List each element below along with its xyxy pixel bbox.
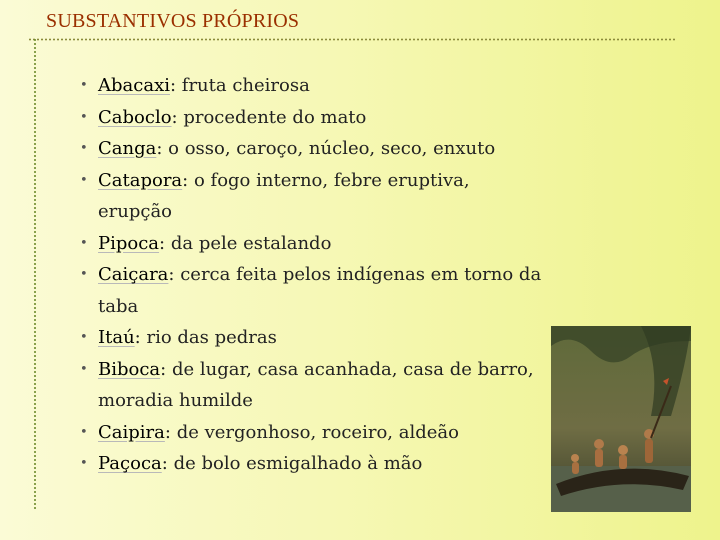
word-term: Itaú bbox=[98, 327, 135, 348]
list-item: • Pipoca: da pele estalando bbox=[78, 228, 548, 260]
list-item: • Caiçara: cerca feita pelos indígenas em torno da taba bbox=[78, 259, 548, 322]
word-term: Caiçara bbox=[98, 264, 169, 285]
word-meaning: de vergonhoso, roceiro, aldeão bbox=[176, 421, 459, 443]
word-meaning: fruta cheirosa bbox=[181, 75, 310, 96]
painting-illustration bbox=[551, 326, 691, 512]
word-term: Canga bbox=[98, 138, 157, 159]
bullet-icon: • bbox=[80, 456, 88, 471]
word-meaning: rio das pedras bbox=[146, 327, 277, 348]
word-term: Pipoca bbox=[98, 232, 160, 254]
word-term: Biboca bbox=[98, 358, 161, 380]
list-item: • Biboca: de lugar, casa acanhada, casa de barro, moradia humilde bbox=[78, 354, 548, 417]
slide-title: SUBSTANTIVOS PRÓPRIOS bbox=[46, 10, 300, 32]
bullet-icon: • bbox=[80, 330, 88, 345]
list-item: • Itaú: rio das pedras bbox=[78, 322, 548, 354]
list-item: • Canga: o osso, caroço, núcleo, seco, enxuto bbox=[78, 133, 548, 165]
bullet-icon: • bbox=[80, 141, 88, 156]
bullet-icon: • bbox=[80, 267, 88, 282]
list-item: • Catapora: o fogo interno, febre eruptiva, erupção bbox=[78, 165, 548, 228]
word-term: Caipira bbox=[98, 421, 165, 443]
list-item: • Caipira: de vergonhoso, roceiro, aldeão bbox=[78, 417, 548, 449]
dotted-vertical-rule bbox=[33, 38, 37, 510]
word-meaning: da pele estalando bbox=[170, 232, 332, 254]
bullet-icon: • bbox=[80, 424, 88, 440]
word-list bbox=[78, 70, 548, 480]
bullet-icon: • bbox=[80, 78, 88, 93]
bullet-icon: • bbox=[80, 235, 88, 251]
word-term: Paçoca bbox=[98, 453, 162, 474]
word-meaning: cerca feita pelos indígenas em torno da taba bbox=[98, 264, 542, 317]
word-meaning: de lugar, casa acanhada, casa de barro, moradia humilde bbox=[98, 358, 534, 411]
bullet-icon: • bbox=[80, 361, 88, 377]
word-term: Catapora bbox=[98, 169, 183, 191]
word-term: Abacaxi bbox=[98, 75, 170, 96]
list-item: • Abacaxi: fruta cheirosa bbox=[78, 70, 548, 102]
dotted-horizontal-rule bbox=[28, 38, 676, 41]
word-meaning: procedente do mato bbox=[183, 106, 367, 128]
word-meaning: o osso, caroço, núcleo, seco, enxuto bbox=[168, 138, 496, 159]
bullet-icon: • bbox=[80, 109, 88, 125]
list-item: • Caboclo: procedente do mato bbox=[78, 102, 548, 134]
bullet-icon: • bbox=[80, 172, 88, 188]
word-meaning: o fogo interno, febre eruptiva, erupção bbox=[98, 169, 470, 222]
word-term: Caboclo bbox=[98, 106, 172, 128]
indigenous-canoe-painting bbox=[551, 326, 691, 512]
list-item: • Paçoca: de bolo esmigalhado à mão bbox=[78, 448, 548, 480]
word-meaning: de bolo esmigalhado à mão bbox=[173, 453, 423, 474]
